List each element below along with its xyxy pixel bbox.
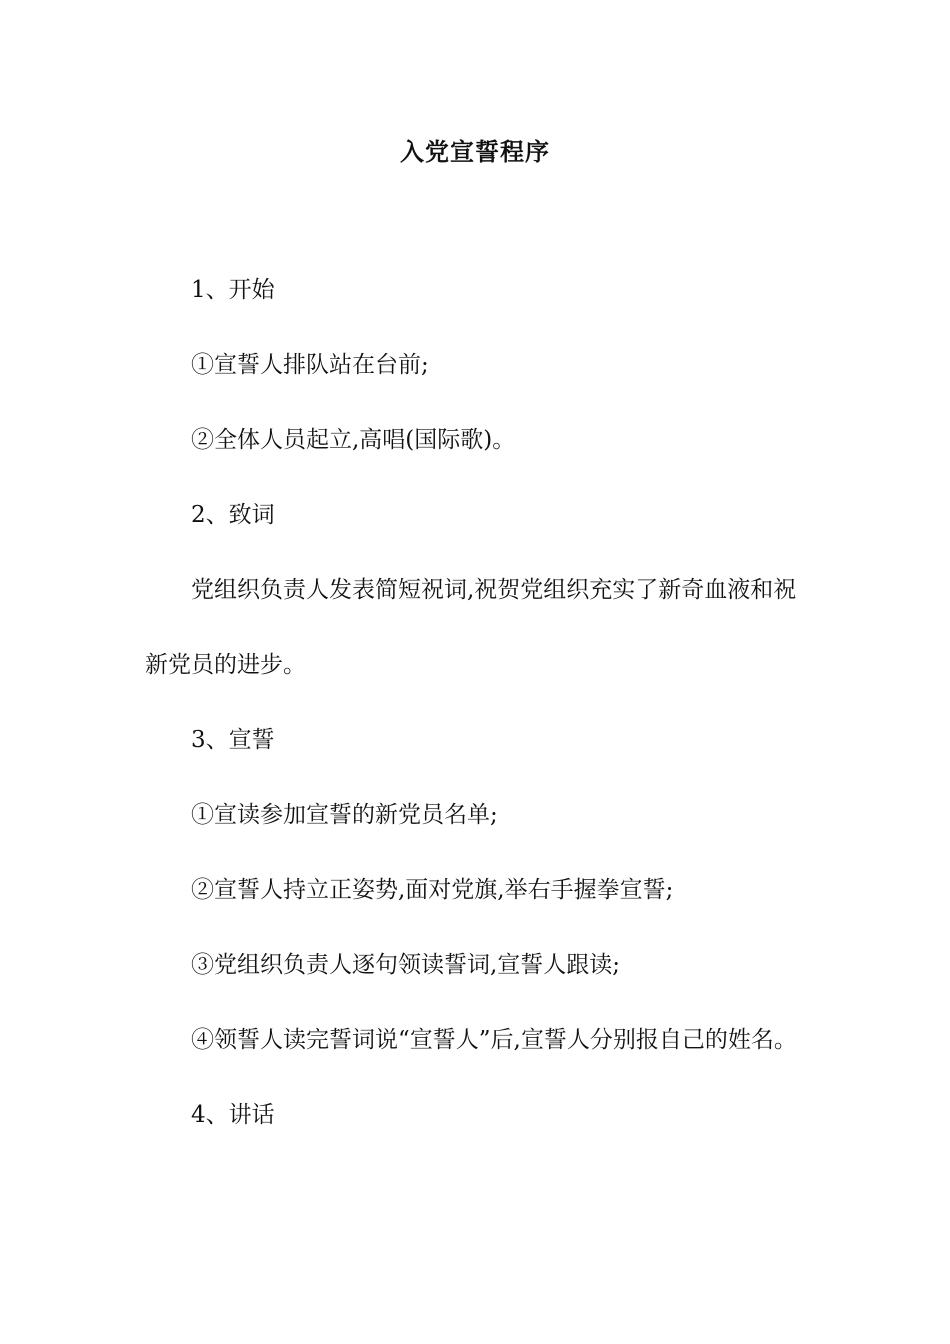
document-title: 入党宣誓程序 xyxy=(400,138,550,166)
section-heading-start: 1、开始 xyxy=(191,277,275,303)
list-item: ②全体人员起立,高唱(国际歌)。 xyxy=(191,427,516,453)
section-heading-talk: 4、讲话 xyxy=(191,1102,275,1128)
section-heading-speech: 2、致词 xyxy=(191,502,275,528)
document-body xyxy=(145,253,810,1153)
list-item: ①宣誓人排队站在台前; xyxy=(191,352,429,378)
body-paragraph: 党组织负责人发表简短祝词,祝贺党组织充实了新奇血液和祝新党员的进步。 xyxy=(145,577,797,678)
list-item: ②宣誓人持立正姿势,面对党旗,举右手握拳宣誓; xyxy=(191,877,674,903)
list-item: ①宣读参加宣誓的新党员名单; xyxy=(191,802,498,828)
list-item: ③党组织负责人逐句领读誓词,宣誓人跟读; xyxy=(191,952,621,978)
section-heading-oath: 3、宣誓 xyxy=(191,727,275,753)
list-item: ④领誓人读完誓词说“宣誓人”后,宣誓人分别报自己的姓名。 xyxy=(191,1027,797,1053)
